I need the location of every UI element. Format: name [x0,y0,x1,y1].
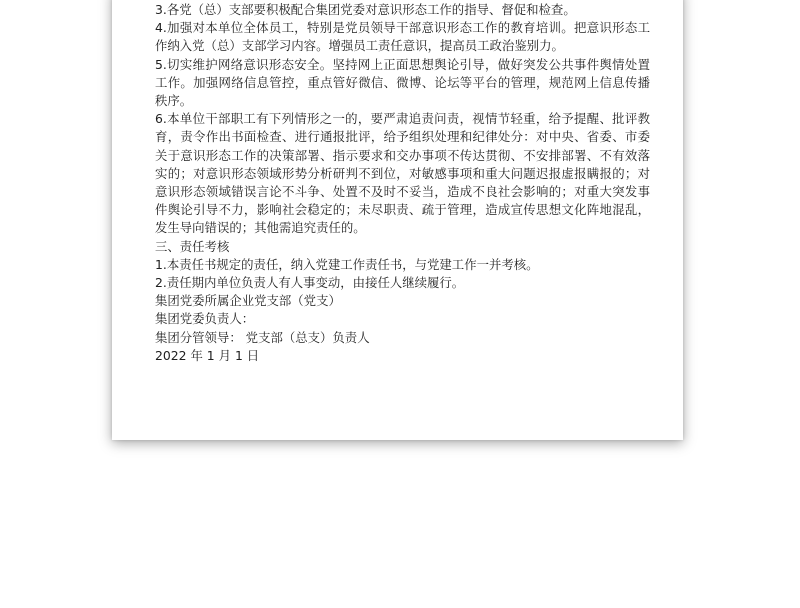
clause-3: 3.各党（总）支部要积极配合集团党委对意识形态工作的指导、督促和检查。 [155,2,576,17]
document-body [155,1,650,365]
clause-4: 4.加强对本单位全体员工，特别是党员领导干部意识形态工作的教育培训。把意识形态工作纳入党（总）支部学习内容。增强员工责任意识，提高员工政治鉴别力。 [155,20,650,54]
signatory-party-branch: 集团党委所属企业党支部（党支） [155,293,341,309]
document-page [112,0,683,440]
assessment-item-1: 1.本责任书规定的责任，纳入党建工作责任书，与党建工作一并考核。 [155,256,539,272]
signatory-supervising-leader: 集团分管领导： 党支部（总支）负责人 [155,329,370,345]
clause-5: 5.切实维护网络意识形态安全。坚持网上正面思想舆论引导，做好突发公共事件舆情处置工作。加强网络信息管控，重点管好微信、微博、论坛等平台的管理，规范网上信息传播秩序。 [155,56,650,109]
signatory-committee-leader: 集团党委负责人： [155,311,255,327]
assessment-item-2: 2.责任期内单位负责人有人事变动，由接任人继续履行。 [155,275,465,291]
document-date: 2022 年 1 月 1 日 [155,347,260,363]
clause-6: 6.本单位干部职工有下列情形之一的，要严肃追责问责，视情节轻重，给予提醒、批评教育，责令作出书面检查、进行通报批评，给予组织处理和纪律处分：对中央、省委、市委关于意识形态工作的决策部署、指示要求和交办事项不传达贯彻、不安排部署、不有效落实的；对意识形态领域形势分析研判不到位，对敏感事项和重大问题迟报虚报瞒报的；对意识形态领域错误言论不斗争、处置不及时不妥当，造成不良社会影响的；对重大突发事件舆论引导不力，影响社会稳定的；未尽职责、疏于管理，造成宣传思想文化阵地混乱，发生导向错误的；其他需追究责任的。 [155,111,650,236]
section-heading-responsibility-assessment: 三、责任考核 [155,238,230,254]
